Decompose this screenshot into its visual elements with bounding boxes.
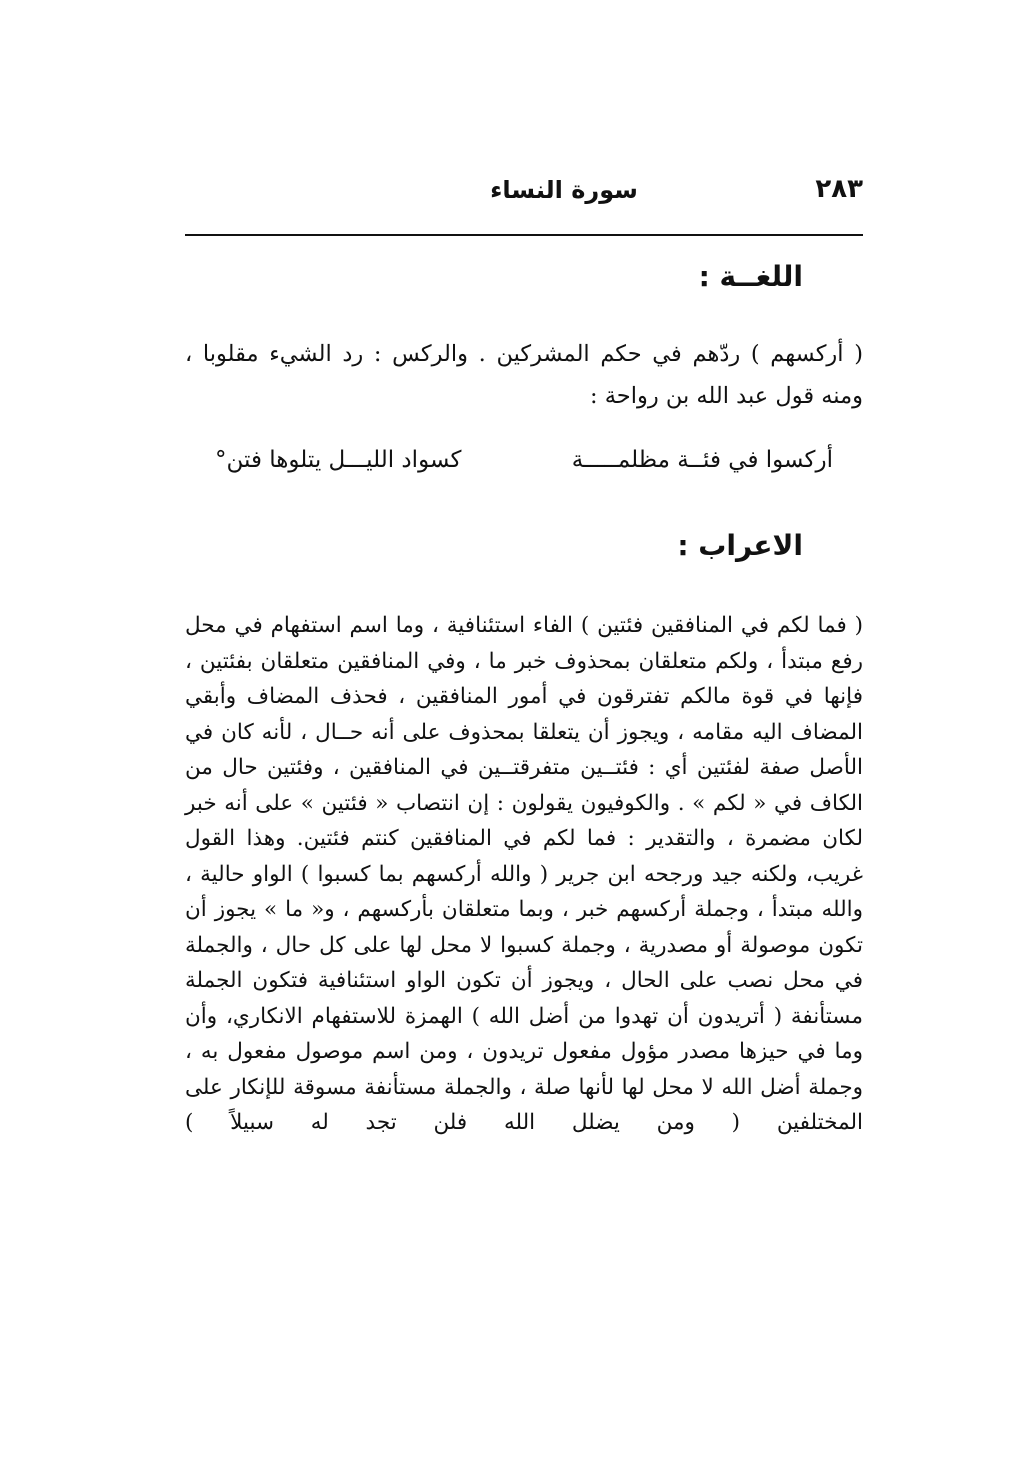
lugha-paragraph: ( أركسهم ) ردّهم في حكم المشركين . والركس : رد الشيء مقلوبا ، ومنه قول عبد الله بن رواحة : <box>185 341 863 409</box>
page-header <box>185 170 863 222</box>
book-page <box>185 170 863 1141</box>
page-number: ٢٨٣ <box>815 174 863 204</box>
running-title: سورة النساء <box>490 176 638 204</box>
section-heading-irab: الاعراب : <box>677 529 803 562</box>
poetry-verse <box>185 447 863 473</box>
header-rule <box>185 234 863 236</box>
irab-paragraph: ( فما لكم في المنافقين فئتين ) الفاء استئنافية ، وما اسم استفهام في محل رفع مبتدأ ، ولكم متعلقان بمحذوف خبر ما ، وفي المنافقين متعلقان بفئتين ، فإنها في قوة مالكم تفترقون في أمور المنافقين ، فحذف المضاف وأبقي المضاف اليه مقامه ، ويجوز أن يتعلقا بمحذوف على أنه حــال ، لأنه كان في الأصل صفة لفئتين أي : فئتــين متفرقتــين في المنافقين ، وفئتين حال من الكاف في « لكم » . والكوفيون يقولون : إن انتصاب « فئتين » على أنه خبر لكان مضمرة ، والتقدير : فما لكم في المنافقين كنتم فئتين. وهذا القول غريب، ولكنه جيد ورجحه ابن جرير ( والله أركسهم بما كسبوا ) الواو حالية ، والله مبتدأ ، وجملة أركسهم خبر ، وبما متعلقان بأركسهم ، و« ما » يجوز أن تكون موصولة أو مصدرية ، وجملة كسبوا لا محل لها على كل حال ، والجملة في محل نصب على الحال ، ويجوز أن تكون الواو استئنافية فتكون الجملة مستأنفة ( أتريدون أن تهدوا من أضل الله ) الهمزة للاستفهام الانكاري، وأن وما في حيزها مصدر مؤول مفعول تريدون ، ومن اسم موصول مفعول به ، وجملة أضل الله لا محل لها لأنها صلة ، والجملة مستأنفة مسوقة للإنكار على المختلفين ( ومن يضلل الله فلن تجد له سبيلاً ) <box>185 613 863 1135</box>
verse-first-half: أركسوا في فئــة مظلمـــــة <box>571 447 833 473</box>
verse-second-half: كسواد الليـــل يتلوها فتن° <box>215 447 462 473</box>
section-heading-lugha: اللغــة : <box>698 260 803 293</box>
